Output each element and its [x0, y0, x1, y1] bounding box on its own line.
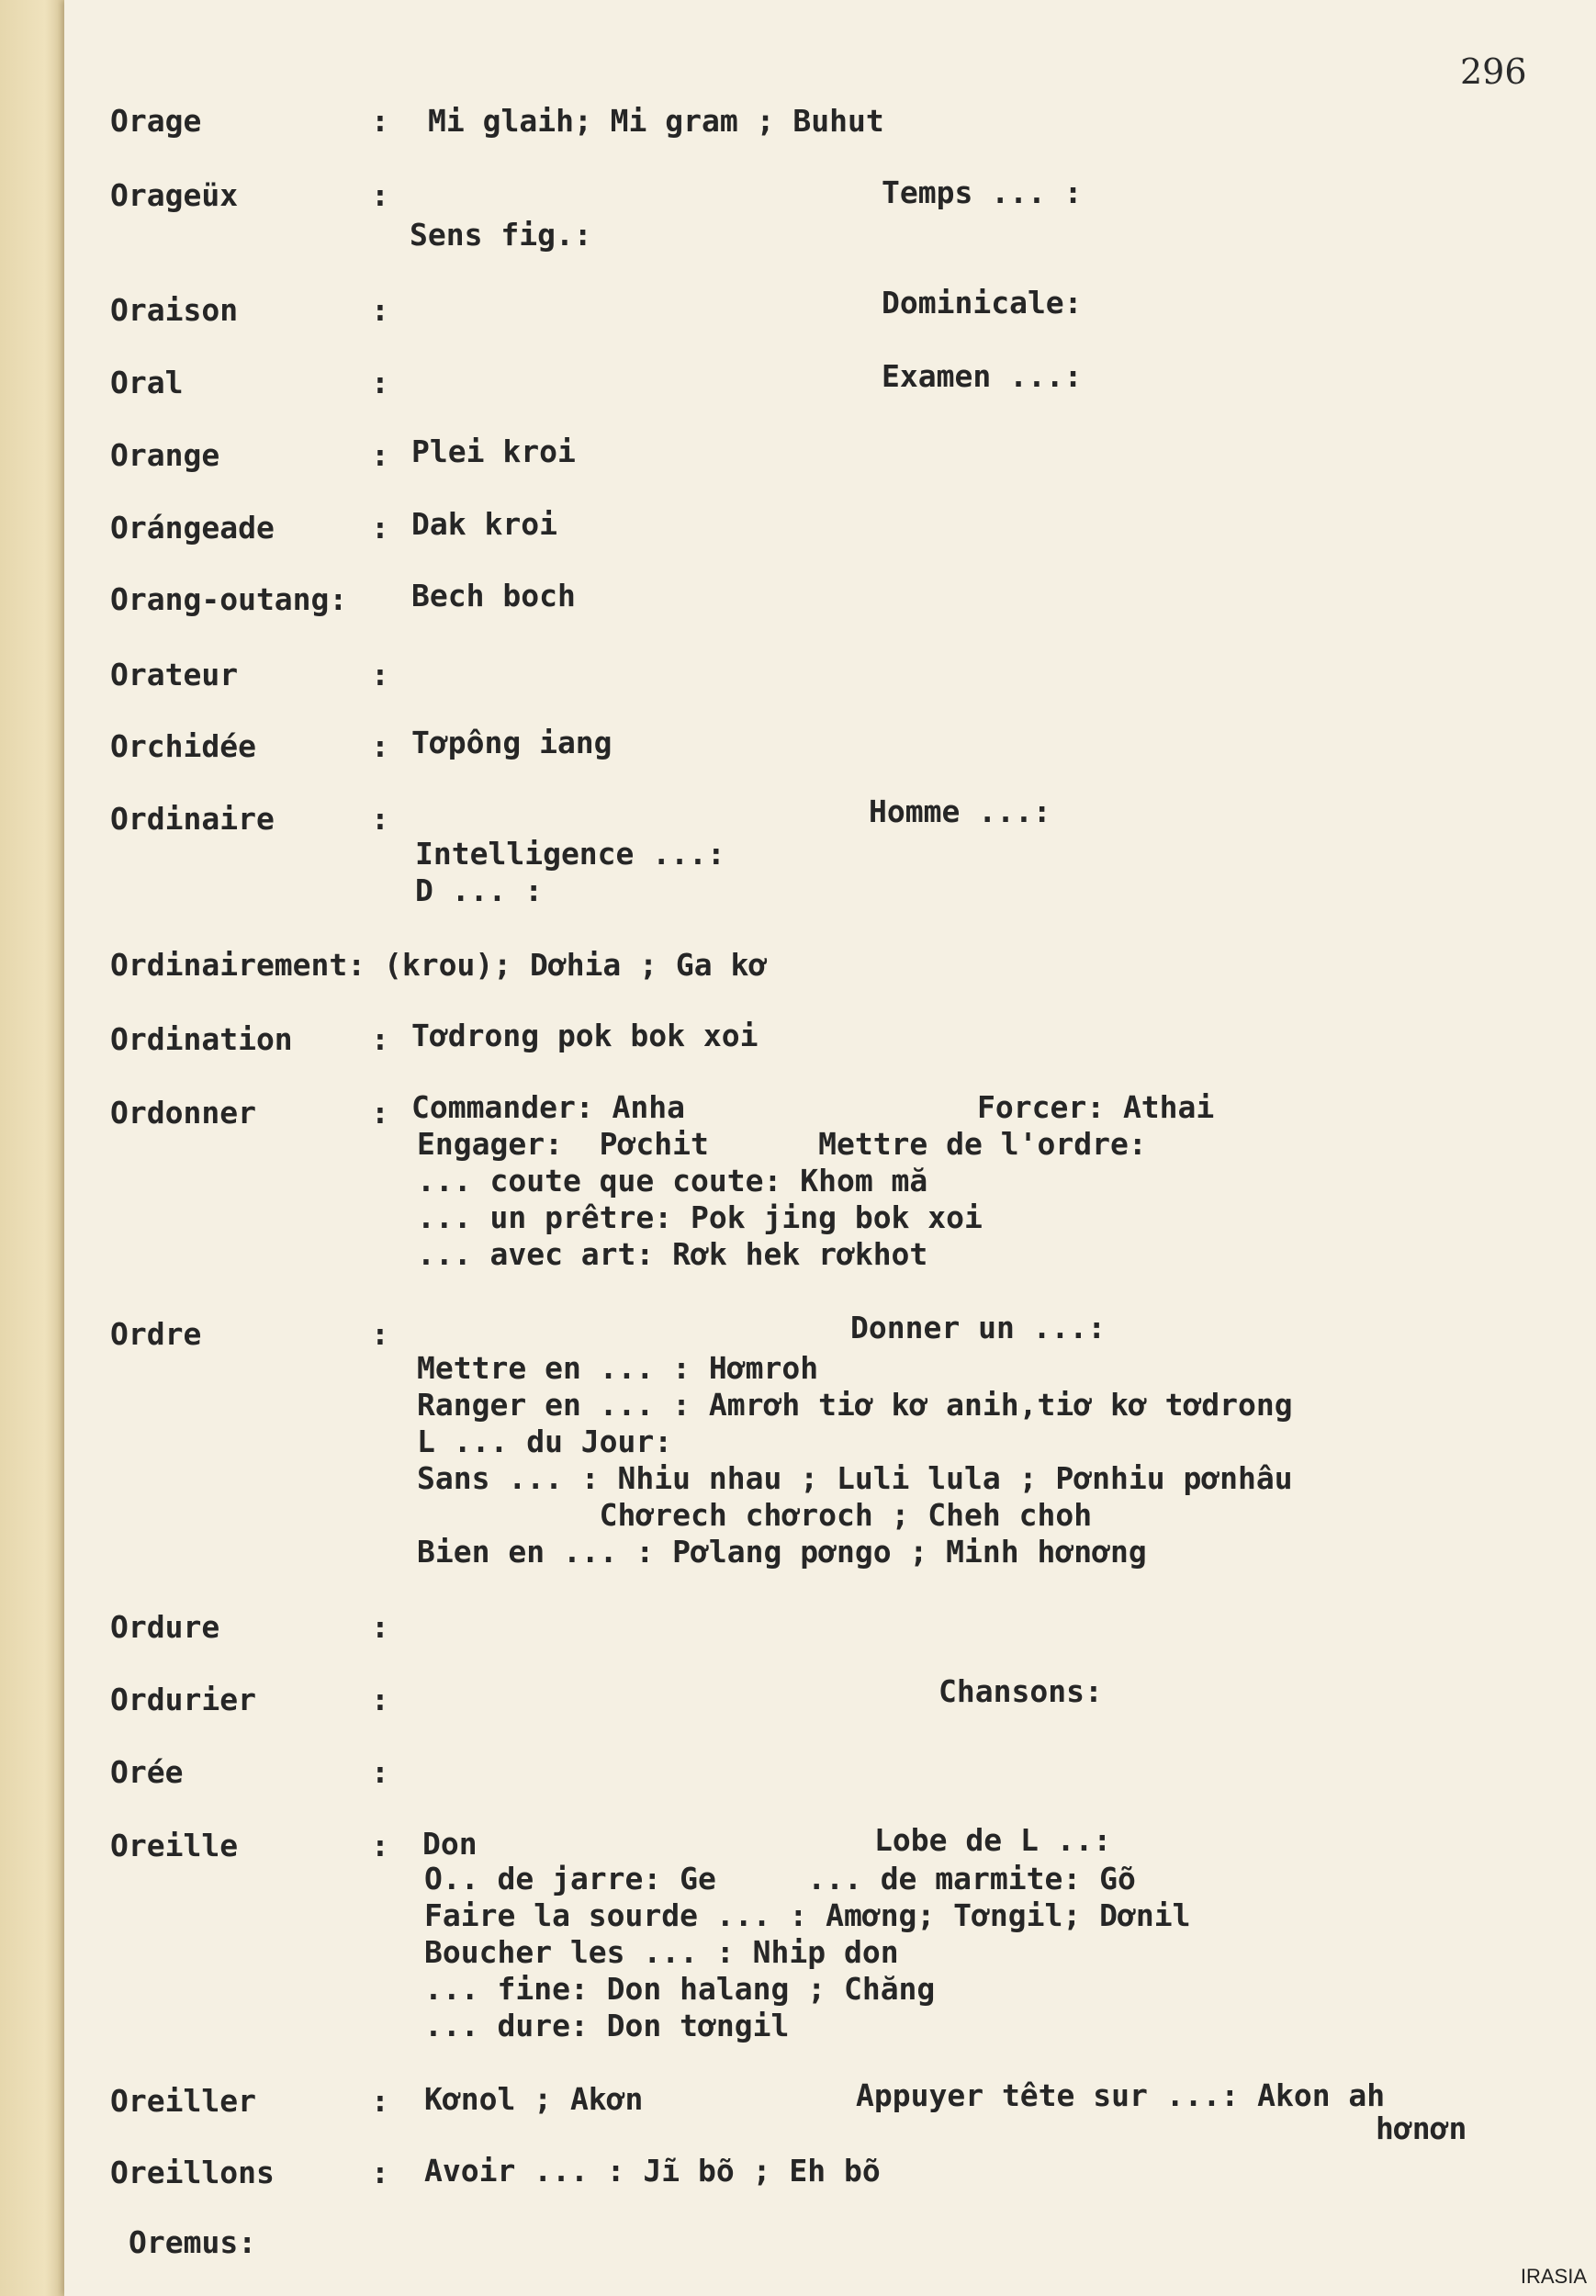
headword: Orange — [110, 437, 220, 473]
colon: : — [371, 1316, 389, 1352]
translation: Mi glaih; Mi gram ; Buhut — [428, 103, 884, 139]
subentry: Examen ...: — [882, 358, 1083, 394]
subentry: Sens fig.: — [410, 217, 592, 253]
colon: : — [371, 292, 389, 328]
subentry: ... coute que coute: Khom mă — [417, 1163, 928, 1199]
colon: : — [371, 801, 389, 837]
subentry: ... un prêtre: Pok jing bok xoi — [417, 1199, 983, 1235]
colon: : — [371, 1682, 389, 1717]
headword: Ordre — [110, 1316, 202, 1352]
headword: Ordinairement: (krou); Dơhia ; Ga kơ — [110, 947, 768, 983]
colon: : — [371, 1609, 389, 1645]
colon: : — [371, 657, 389, 692]
headword: Ordonner — [110, 1095, 256, 1131]
headword: Ordure — [110, 1609, 220, 1645]
subentry: Homme ...: — [869, 793, 1051, 829]
subentry: Sans ... : Nhiu nhau ; Luli lula ; Pơnhiu pơnhâu — [417, 1460, 1293, 1496]
dictionary-page — [64, 0, 1596, 2296]
headword: Orage — [110, 103, 202, 139]
headword: Ordurier — [110, 1682, 256, 1717]
colon: : — [371, 1828, 389, 1863]
colon: : — [371, 2083, 389, 2119]
subentry: Ranger en ... : Amrơh tiơ kơ anih,tiơ kơ tơdrong — [417, 1387, 1293, 1423]
headword: Ordinaire — [110, 801, 275, 837]
headword: Oremus: — [129, 2224, 257, 2260]
subentry: Lobe de L ..: — [874, 1822, 1112, 1858]
colon: : — [371, 103, 389, 139]
subentry: Mettre en ... : Hơmroh — [417, 1350, 819, 1386]
subentry: Boucher les ... : Nhip don — [424, 1934, 899, 1970]
colon: : — [371, 177, 389, 213]
subentry: ... dure: Don tơngil — [424, 2008, 790, 2043]
translation: Plei kroi — [411, 433, 576, 469]
translation: Avoir ... : Jĩ bõ ; Eh bõ — [424, 2153, 881, 2189]
translation: Kơnol ; Akơn — [424, 2081, 644, 2117]
headword: Orang-outang: — [110, 581, 348, 617]
translation: Don — [422, 1826, 478, 1862]
colon: : — [371, 1021, 389, 1057]
headword: Oreillons — [110, 2155, 275, 2190]
subentry: Engager: Pơchit Mettre de l'ordre: — [417, 1126, 1147, 1162]
subentry: hơnơn — [1376, 2110, 1467, 2146]
translation: Tơpông iang — [411, 725, 613, 760]
colon: : — [371, 437, 389, 473]
translation: Bech boch — [411, 578, 576, 613]
subentry: ... fine: Don halang ; Chăng — [424, 1971, 936, 2007]
subentry: Donner un ...: — [850, 1310, 1107, 1345]
headword: Oreiller — [110, 2083, 256, 2119]
book-spine — [0, 0, 64, 2296]
headword: Orchidée — [110, 728, 256, 764]
colon: : — [371, 728, 389, 764]
colon: : — [371, 1754, 389, 1790]
subentry: Chansons: — [938, 1673, 1103, 1709]
subentry: O.. de jarre: Ge ... de marmite: Gõ — [424, 1861, 1136, 1896]
watermark: IRASIA — [1520, 2265, 1587, 2288]
subentry: D ... : — [415, 872, 544, 908]
headword: Orageüx — [110, 177, 239, 213]
subentry: Appuyer tête sur ...: Akon ah — [856, 2077, 1386, 2113]
colon: : — [371, 510, 389, 546]
headword: Orateur — [110, 657, 239, 692]
subentry: Bien en ... : Pơlang pơngo ; Minh hơnơng — [417, 1534, 1147, 1570]
subentry: Faire la sourde ... : Amơng; Tơngil; Dơnil — [424, 1897, 1191, 1933]
translation: Tơdrong pok bok xoi — [411, 1018, 759, 1053]
headword: Oreille — [110, 1828, 239, 1863]
page-number: 296 — [1460, 51, 1527, 92]
translation: Commander: Anha — [411, 1089, 686, 1125]
subentry: Intelligence ...: — [415, 836, 725, 872]
subentry: Temps ... : — [882, 174, 1083, 210]
headword: Oral — [110, 365, 184, 400]
headword: Oraison — [110, 292, 239, 328]
headword: Ordination — [110, 1021, 293, 1057]
colon: : — [371, 1095, 389, 1131]
subentry: Chơrech chơroch ; Cheh choh — [417, 1497, 1093, 1533]
colon: : — [371, 365, 389, 400]
translation: Dak kroi — [411, 506, 557, 542]
subentry: L ... du Jour: — [417, 1424, 673, 1459]
subentry: Dominicale: — [882, 285, 1083, 321]
colon: : — [371, 2155, 389, 2190]
headword: Orée — [110, 1754, 184, 1790]
subentry: ... avec art: Rơk hek rơkhot — [417, 1236, 928, 1272]
subentry: Forcer: Athai — [977, 1089, 1215, 1125]
headword: Orángeade — [110, 510, 275, 546]
